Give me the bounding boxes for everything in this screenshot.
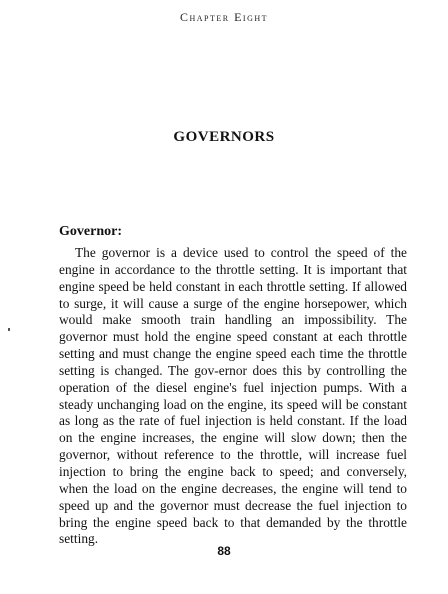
subheading: Governor: [59,224,122,239]
chapter-header: Chapter Eight [179,10,269,24]
section-title: GOVERNORS [173,129,275,145]
page-number: 88 [217,544,231,558]
body-paragraph: The governor is a device used to control the speed of the engine in accordance to the throttle setting. It is important that engine speed be held constant in each throttle setting. If allowed to surge, it will cause a surge of the engine horsepower, which would make smooth train handling an impossibility. The governor must hold the engine speed constant at each throttle setting and must change the engine speed each time the throttle setting is changed. The gov-ernor does this by controlling the operation of the diesel engine's fuel injection pumps. With a steady unchanging load on the engine, its speed will be constant as long as the rate of fuel injection is held constant. If the load on the engine increases, the engine will slow down; then the governor, without reference to the throttle, will increase fuel injection to bring the engine back to speed; and conversely, when the load on the engine decreases, the engine will tend to speed up and the governor must decrease the fuel injection to bring the engine speed back to that demanded by the throttle setting. [59,245,407,547]
margin-mark [8,328,10,331]
